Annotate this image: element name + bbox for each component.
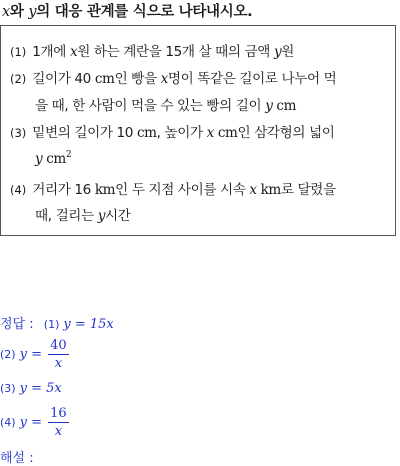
var-x: x: [2, 4, 10, 20]
answer-2: (2) y = $\frac{40}{x}$: [0, 338, 67, 371]
problem-4: (4) 거리가 16 km인 두 지점 사이를 시속 x km로 달렸을: [10, 182, 336, 198]
explanation-label: 해설 :: [0, 451, 34, 466]
problem-2-line-2: 을 때, 한 사람이 먹을 수 있는 빵의 길이 y cm: [35, 98, 297, 114]
problem-box: [0, 25, 396, 236]
fraction-40-over-x: $\frac{40}{x}$: [50, 338, 67, 371]
problem-2: (2) 길이가 40 cm인 빵을 x명이 똑같은 길이로 나누어 먹: [10, 71, 337, 87]
answer-3: (3) y = 5x: [0, 381, 62, 396]
answer-4: (4) y = $\frac{16}{x}$: [0, 406, 67, 439]
problem-4-line-2: 때, 걸리는 y시간: [35, 208, 131, 224]
answer-label: 정답 :: [0, 317, 34, 332]
question-title: x와 y의 대응 관계를 식으로 나타내시오.: [2, 4, 253, 20]
problem-3: (3) 밑변의 길이가 10 cm, 높이가 x cm인 삼각형의 넓이: [10, 125, 335, 141]
fraction-16-over-x: $\frac{16}{x}$: [50, 406, 67, 439]
var-y: y: [28, 4, 37, 20]
problem-1: (1) 1개에 x원 하는 계란을 15개 살 때의 금액 y원: [10, 44, 294, 60]
problem-3-line-2: y $cm^2$: [35, 150, 72, 167]
explanation: [0, 447, 34, 466]
answer-1: 정답 : (1) y = 15x: [0, 317, 114, 332]
